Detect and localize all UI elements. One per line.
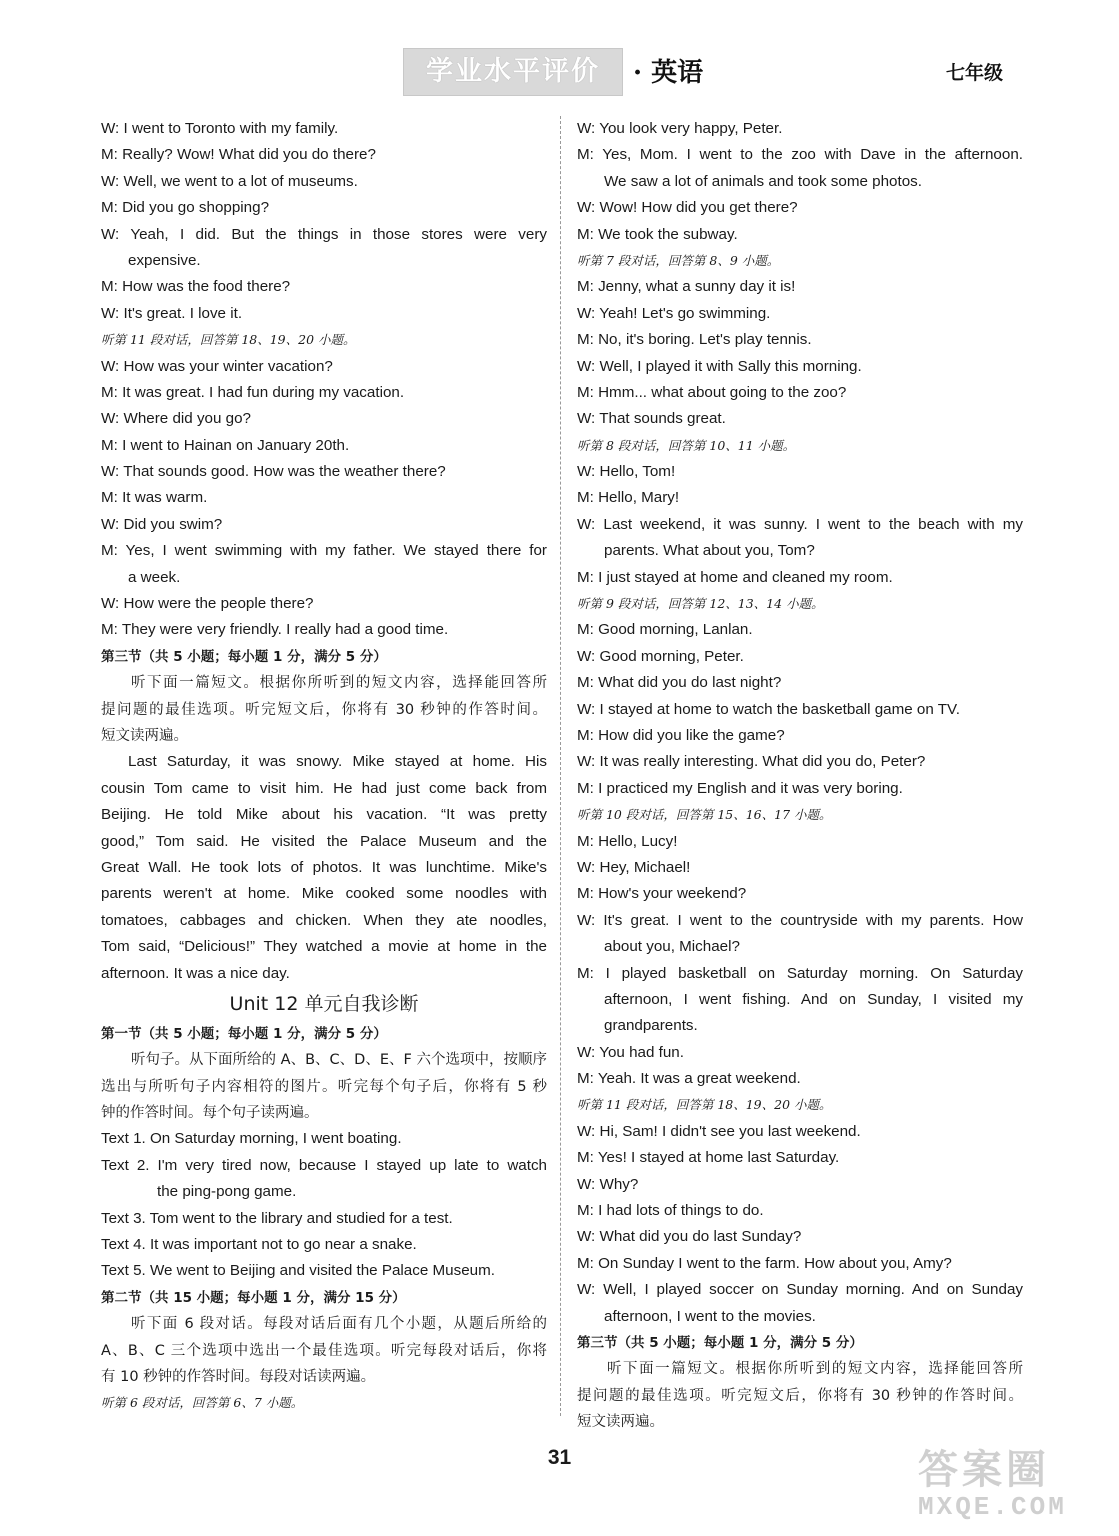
text-line: W: I stayed at home to watch the basketball game on TV. (577, 700, 961, 718)
text-line: M: On Sunday I went to the farm. How about you, Amy? (577, 1254, 952, 1272)
text-line: M: Hello, Mary! (577, 489, 680, 507)
text-line: M: What did you do last night? (577, 674, 782, 692)
text-line: M: I went to Hainan on January 20th. (101, 436, 350, 454)
instruction-line: 短文读两遍。 (577, 1414, 664, 1431)
text-line: W: Last weekend, it was sunny. I went to the beach with my (577, 515, 1023, 533)
text-line: W: Hey, Michael! (577, 858, 691, 876)
text-line: M: Hmm... what about going to the zoo? (577, 383, 847, 401)
text-line: M: How did you like the game? (577, 726, 785, 744)
dialogue-cue: 听第 11 段对话，回答第 18、19、20 小题。 (101, 332, 356, 348)
dialogue-cue: 听第 10 段对话，回答第 15、16、17 小题。 (577, 807, 832, 823)
text-line: W: Wow! How did you get there? (577, 199, 798, 217)
instruction-line: 短文读两遍。 (101, 727, 188, 744)
section-heading: 第一节（共 5 小题；每小题 1 分，满分 5 分） (101, 1025, 387, 1042)
text-line: M: They were very friendly. I really had a good time. (101, 621, 449, 639)
text-line: the ping-pong game. (157, 1183, 297, 1201)
text-line: a week. (128, 568, 181, 586)
subject-label: · 英语 (633, 58, 704, 88)
text-line: afternoon, I went to the movies. (604, 1307, 816, 1325)
text-line: W: Why? (577, 1175, 639, 1193)
text-line: M: No, it's boring. Let's play tennis. (577, 331, 812, 349)
text-line: W: That sounds good. How was the weather there? (101, 463, 446, 481)
text-line: Text 4. It was important not to go near a snake. (101, 1236, 417, 1254)
section-heading: 第三节（共 5 小题；每小题 1 分，满分 5 分） (101, 648, 387, 665)
text-line: W: Did you swim? (101, 515, 223, 533)
text-line: tomatoes, cabbages and chicken. When they ate noodles, (101, 911, 547, 929)
text-line: M: Yeah. It was a great weekend. (577, 1070, 801, 1088)
text-line: M: Yes! I stayed at home last Saturday. (577, 1149, 840, 1167)
text-line: W: Yeah! Let's go swimming. (577, 304, 771, 322)
text-line: W: You look very happy, Peter. (577, 120, 783, 137)
text-line: Text 1. On Saturday morning, I went boating. (101, 1130, 402, 1148)
watermark-url: MXQE.COM (918, 1492, 1067, 1522)
text-line: M: How's your weekend? (577, 885, 747, 903)
text-line: about you, Michael? (604, 938, 740, 956)
text-line: Beijing. He told Mike about his vacation. “It was pretty (101, 806, 547, 824)
text-line: grandparents. (604, 1017, 698, 1035)
text-line: W: You had fun. (577, 1043, 684, 1061)
unit-title: Unit 12 单元自我诊断 (229, 992, 419, 1015)
text-line: M: I practiced my English and it was very boring. (577, 779, 903, 797)
column-divider (560, 116, 561, 1416)
text-line: M: Yes, Mom. I went to the zoo with Dave in the afternoon. (577, 146, 1023, 164)
text-line: W: It's great. I love it. (101, 304, 243, 322)
dialogue-cue: 听第 9 段对话，回答第 12、13、14 小题。 (577, 596, 824, 612)
text-line: M: Hello, Lucy! (577, 832, 678, 850)
text-line: W: Good morning, Peter. (577, 647, 744, 665)
instruction-line: 提问题的最佳选项。听完短文后，你将有 30 秒钟的作答时间。 (577, 1387, 1023, 1404)
text-line: M: How was the food there? (101, 278, 291, 296)
text-line: M: It was warm. (101, 489, 208, 507)
text-line: W: Hi, Sam! I didn't see you last weekend. (577, 1122, 861, 1140)
dialogue-cue: 听第 7 段对话，回答第 8、9 小题。 (577, 252, 780, 268)
dialogue-cue: 听第 11 段对话，回答第 18、19、20 小题。 (577, 1097, 832, 1113)
text-line: good,” Tom said. He visited the Palace Museum and the (101, 832, 547, 850)
text-line: W: Hello, Tom! (577, 463, 676, 481)
text-line: W: How was your winter vacation? (101, 357, 333, 375)
instruction-line: 听下面一篇短文。根据你所听到的短文内容，选择能回答所 (607, 1361, 1023, 1378)
text-line: W: Where did you go? (101, 410, 251, 428)
text-line: W: I went to Toronto with my family. (101, 120, 339, 137)
instruction-line: 钟的作答时间。每个句子读两遍。 (101, 1105, 319, 1122)
text-line: W: What did you do last Sunday? (577, 1228, 802, 1246)
dialogue-cue: 听第 8 段对话，回答第 10、11 小题。 (577, 437, 796, 453)
instruction-line: 选出与所听句子内容相符的图片。听完每个句子后，你将有 5 秒 (101, 1078, 547, 1095)
instruction-line: A、B、C 三个选项中选出一个最佳选项。听完每段对话后，你将 (101, 1342, 547, 1359)
text-line: M: I just stayed at home and cleaned my room. (577, 568, 893, 586)
watermark-logo (918, 1448, 1108, 1530)
text-line: M: Yes, I went swimming with my father. We stayed there for (101, 542, 547, 560)
page-number: 31 (547, 1446, 572, 1469)
text-line: parents. What about you, Tom? (604, 542, 815, 560)
text-line: M: Really? Wow! What did you do there? (101, 146, 376, 164)
text-line: M: Jenny, what a sunny day it is! (577, 278, 796, 296)
instruction-line: 提问题的最佳选项。听完短文后，你将有 30 秒钟的作答时间。 (101, 701, 547, 718)
text-line: W: Well, I played it with Sally this morning. (577, 357, 862, 375)
text-line: M: I had lots of things to do. (577, 1202, 764, 1220)
text-line: Text 3. Tom went to the library and studied for a test. (101, 1209, 453, 1227)
text-line: We saw a lot of animals and took some photos. (604, 172, 922, 190)
text-line: M: I played basketball on Saturday morning. On Saturday (577, 964, 1023, 982)
text-line: Text 2. I'm very tired now, because I stayed up late to watch (101, 1156, 547, 1174)
text-line: cousin Tom came to visit him. He had just come back from (101, 779, 547, 797)
instruction-line: 听下面 6 段对话。每段对话后面有几个小题，从题后所给的 (131, 1316, 547, 1333)
right-column (577, 116, 1023, 1436)
text-line: M: Good morning, Lanlan. (577, 621, 753, 639)
section-heading: 第三节（共 5 小题；每小题 1 分，满分 5 分） (577, 1334, 863, 1351)
text-line: W: That sounds great. (577, 410, 726, 428)
grade-label: 七年级 (946, 62, 1004, 84)
section-heading: 第二节（共 15 小题；每小题 1 分，满分 15 分） (101, 1289, 406, 1306)
text-line: expensive. (128, 251, 201, 269)
text-line: afternoon. It was a nice day. (101, 964, 290, 982)
instruction-line: 有 10 秒钟的作答时间。每段对话读两遍。 (101, 1368, 376, 1385)
text-line: M: Did you go shopping? (101, 199, 270, 217)
text-line: afternoon, I went fishing. And on Sunday, I visited my (604, 990, 1023, 1008)
series-title: 学业水平评价 (403, 48, 623, 96)
text-line: Text 5. We went to Beijing and visited the Palace Museum. (101, 1262, 495, 1280)
text-line: W: Yeah, I did. But the things in those stores were very (101, 225, 547, 243)
paragraph-line: Last Saturday, it was snowy. Mike stayed at home. His (128, 753, 547, 771)
watermark-text: 答案圈 (918, 1447, 1050, 1493)
text-line: Great Wall. He took lots of photos. It was lunchtime. Mike's (101, 858, 547, 876)
text-line: M: It was great. I had fun during my vacation. (101, 383, 405, 401)
text-line: W: Well, I played soccer on Sunday morning. And on Sunday (577, 1281, 1023, 1299)
text-line: Tom said, “Delicious!” They watched a movie at home in the (101, 938, 547, 956)
dialogue-cue: 听第 6 段对话，回答第 6、7 小题。 (101, 1395, 304, 1411)
text-line: W: Well, we went to a lot of museums. (101, 172, 358, 190)
instruction-line: 听句子。从下面所给的 A、B、C、D、E、F 六个选项中，按顺序 (131, 1052, 547, 1069)
text-line: W: It was really interesting. What did you do, Peter? (577, 753, 926, 771)
text-line: parents weren't at home. Mike cooked some noodles with (101, 885, 547, 903)
page-header (0, 44, 1119, 100)
text-line: W: It's great. I went to the countryside with my parents. How (577, 911, 1023, 929)
text-line: W: How were the people there? (101, 595, 314, 613)
left-column (101, 116, 547, 1417)
instruction-line: 听下面一篇短文。根据你所听到的短文内容，选择能回答所 (131, 675, 547, 692)
text-line: M: We took the subway. (577, 225, 738, 243)
